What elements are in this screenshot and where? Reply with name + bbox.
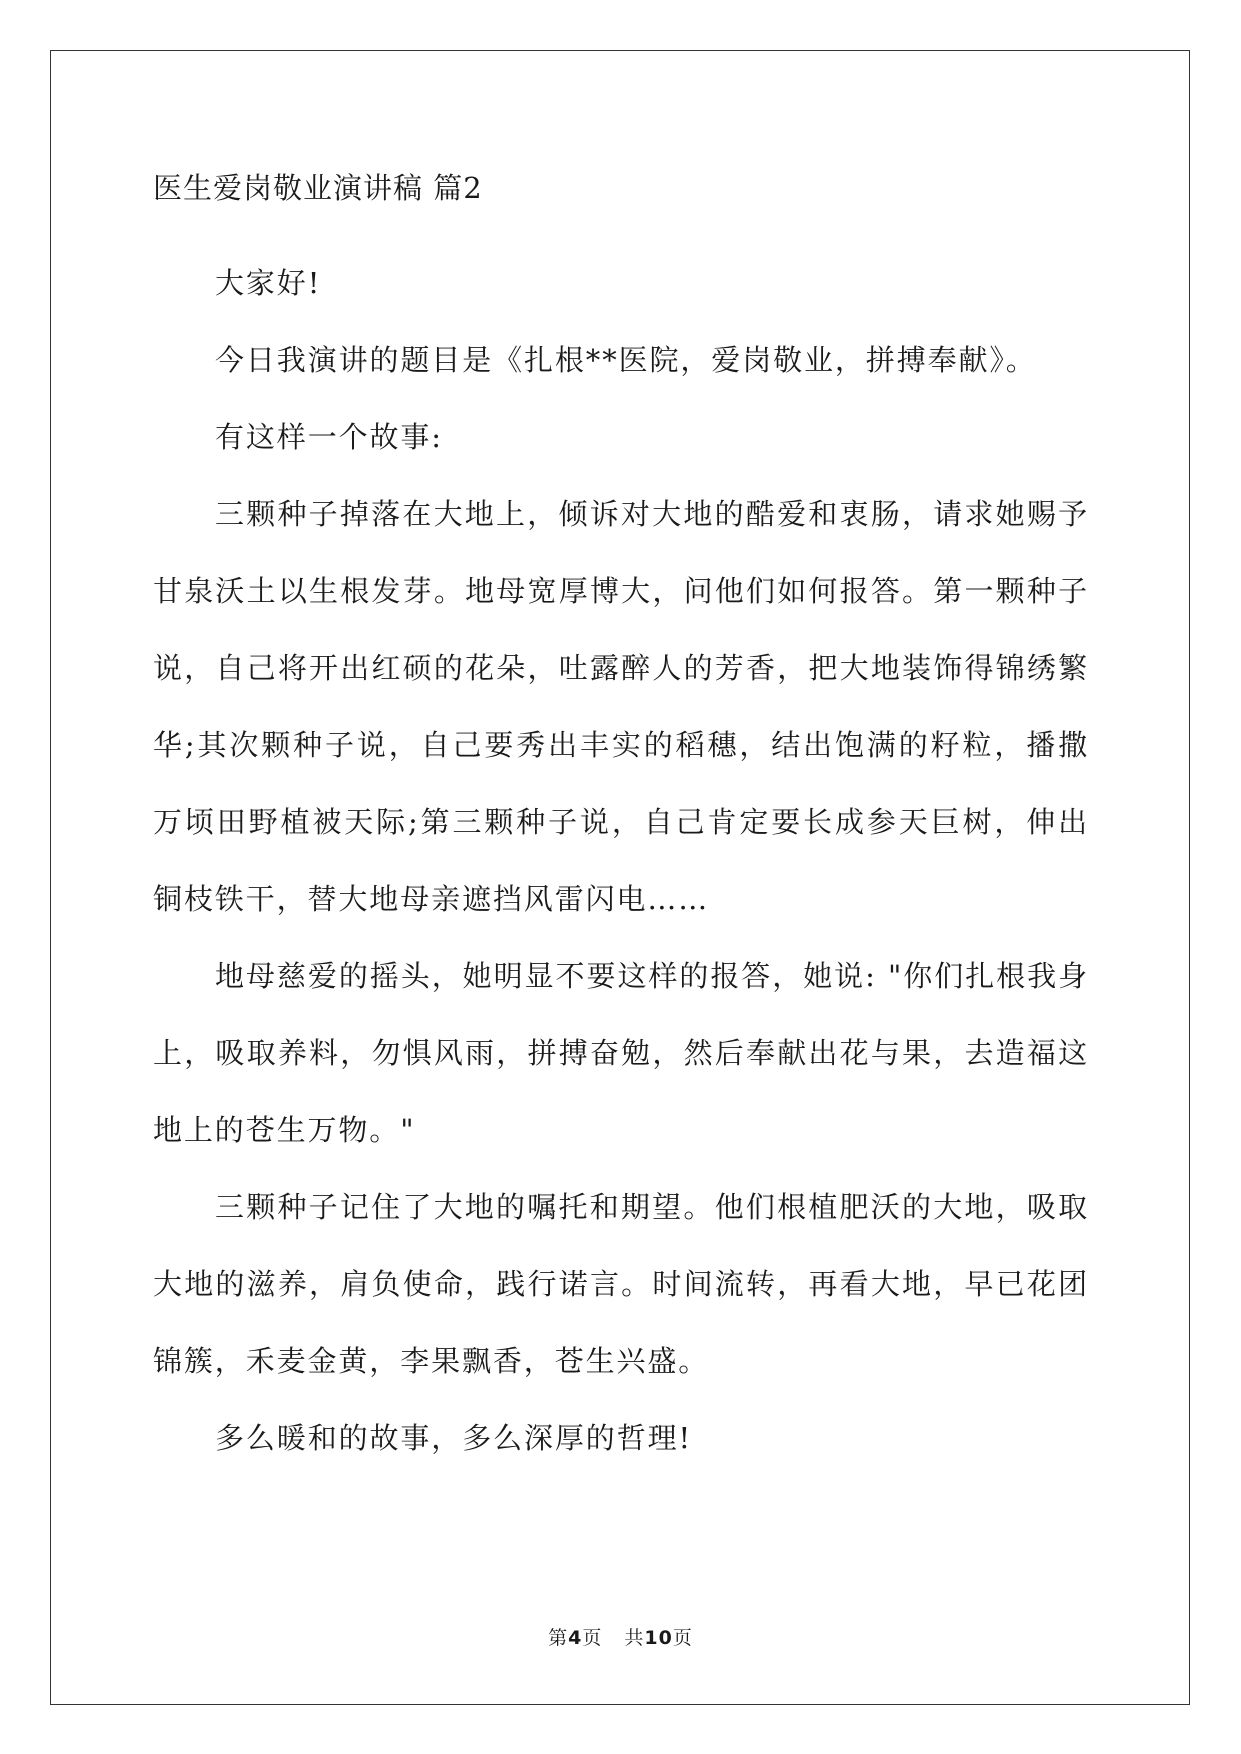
page-number-prefix: 第	[548, 1627, 569, 1649]
page-footer	[0, 1626, 1241, 1650]
paragraph-seeds-remember: 三颗种子记住了大地的嘱托和期望。他们根植肥沃的大地，吸取大地的滋养，肩负使命，践行诺言。时间流转，再看大地，早已花团锦簇，禾麦金黄，李果飘香，苍生兴盛。	[153, 1190, 1089, 1378]
paragraph-seeds: 三颗种子掉落在大地上，倾诉对大地的酷爱和衷肠，请求她赐予甘泉沃土以生根发芽。地母宽厚博大，问他们如何报答。第一颗种子说，自己将开出红硕的花朵，吐露醉人的芳香，把大地装饰得锦绣繁华;其次颗种子说，自己要秀出丰实的稻穗，结出饱满的籽粒，播撒万顷田野植被天际;第三颗种子说，自己肯定要长成参天巨树，伸出铜枝铁干，替大地母亲遮挡风雷闪电……	[153, 497, 1089, 916]
page-total: 10	[644, 1627, 673, 1649]
page-total-prefix: 共	[624, 1627, 645, 1649]
paragraph-topic: 今日我演讲的题目是《扎根**医院，爱岗敬业，拼搏奉献》。	[215, 343, 1037, 377]
page-number-suffix: 页	[582, 1627, 603, 1649]
paragraph-story-intro: 有这样一个故事:	[215, 420, 443, 454]
page-number-current: 4	[568, 1627, 583, 1649]
paragraph-conclusion: 多么暖和的故事，多么深厚的哲理!	[215, 1421, 693, 1455]
document-title: 医生爱岗敬业演讲稿 篇2	[153, 171, 483, 205]
document-body	[153, 168, 1089, 1477]
page-total-suffix: 页	[672, 1627, 693, 1649]
paragraph-mother-earth: 地母慈爱的摇头，她明显不要这样的报答，她说: "你们扎根我身上，吸取养料，勿惧风雨，拼搏奋勉，然后奉献出花与果，去造福这地上的苍生万物。"	[153, 959, 1089, 1147]
paragraph-greeting: 大家好!	[215, 266, 322, 300]
